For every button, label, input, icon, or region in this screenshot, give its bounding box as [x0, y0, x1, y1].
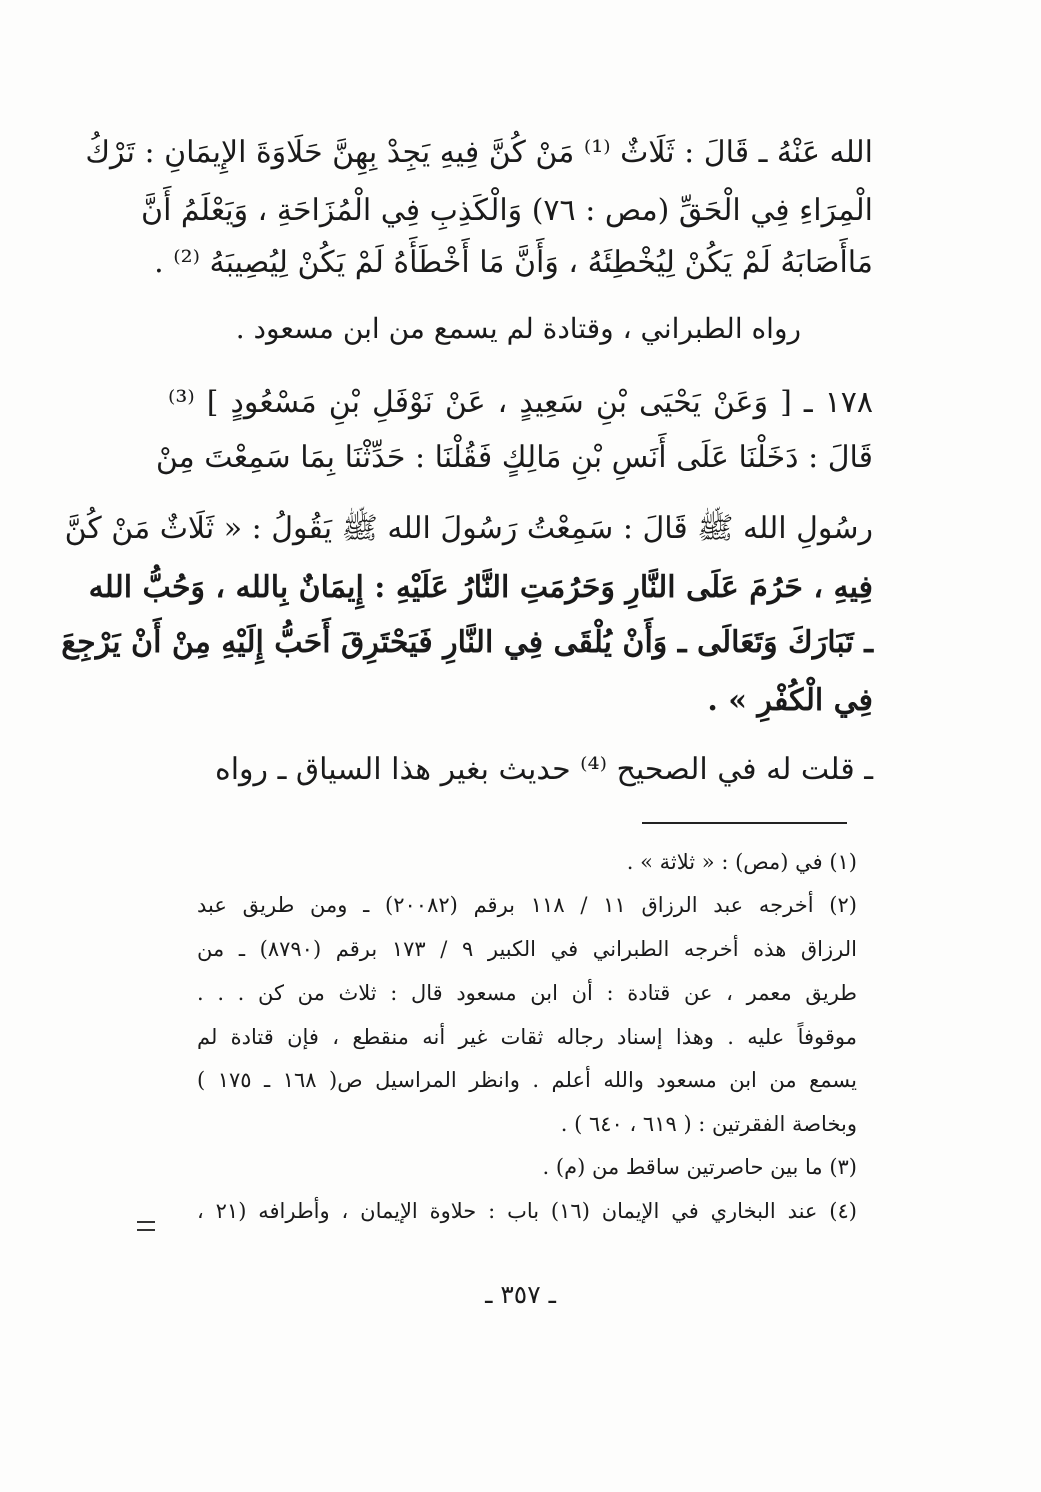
footnote-2-line-6: وبخاصة الفقرتين : ( ٦١٩ ، ٦٤٠ ) . — [560, 1112, 857, 1136]
footnote-2-line-3: طريق معمر ، عن قتادة : أن ابن مسعود قال : ثلاث من كن . . . — [197, 981, 857, 1005]
hadith-178-heading: ١٧٨ ـ [ وَعَنْ يَحْيَى بْنِ سَعِيدٍ ، عَنْ نَوْفَلِ بْنِ مَسْعُودٍ ] ⁽³⁾ — [168, 385, 873, 420]
footnote-2-line-1: (٢) أخرجه عبد الرزاق ١١ / ١١٨ برقم (٢٠٠٨٢) ـ ومن طريق عبد — [197, 893, 857, 917]
text-line-2: الْمِرَاءِ فِي الْحَقِّ (مص : ٧٦) وَالْكَذِبِ فِي الْمُزَاحَةِ ، وَيَعْلَمُ أَنَّ — [141, 193, 873, 228]
hadith-text-line-8: فِيهِ ، حَرُمَ عَلَى النَّارِ وَحَرُمَتِ النَّارُ عَلَيْهِ : إِيمَانٌ بِالله ، وَحُبُّ الله — [88, 570, 873, 605]
text-line-6: قَالَ : دَخَلْنَا عَلَى أَنَسِ بْنِ مَالِكٍ فَقُلْنَا : حَدِّثْنَا بِمَا سَمِعْتَ مِنْ — [155, 440, 873, 475]
footnote-2-line-4: موقوفاً عليه . وهذا إسناد رجاله ثقات غير أنه منقطع ، فإن قتادة لم — [197, 1025, 857, 1049]
continuation-mark — [137, 1221, 155, 1231]
text-line-1: الله عَنْهُ ـ قَالَ : ثَلَاثٌ ⁽¹⁾ مَنْ كُنَّ فِيهِ يَجِدْ بِهِنَّ حَلَاوَةَ الإِيمَانِ : تَرْكُ — [85, 135, 873, 170]
hadith-text-line-9: ـ تَبَارَكَ وَتَعَالَى ـ وَأَنْ يُلْقَى فِي النَّارِ فَيَحْتَرِقَ أَحَبُّ إِلَيْهِ مِنْ أَنْ يَرْجِعَ — [61, 625, 873, 660]
text-line-7: رسُولِ الله ﷺ قَالَ : سَمِعْتُ رَسُولَ الله ﷺ يَقُولُ : « ثَلَاثٌ مَنْ كُنَّ — [64, 511, 873, 546]
footnote-3: (٣) ما بين حاصرتين ساقط من (م) . — [542, 1155, 857, 1179]
footnote-1: (١) في (مص) : « ثلاثة » . — [626, 850, 857, 874]
hadith-text-line-10: فِي الْكُفْرِ » . — [707, 683, 873, 718]
footnote-2-line-2: الرزاق هذه أخرجه الطبراني في الكبير ٩ / ١٧٣ برقم (٨٧٩٠) ـ من — [197, 937, 857, 961]
footnote-4: (٤) عند البخاري في الإيمان (١٦) باب : حلاوة الإيمان ، وأطرافه (٢١ ، — [197, 1199, 857, 1223]
footnote-separator — [642, 822, 847, 824]
text-line-11: ـ قلت له في الصحيح ⁽⁴⁾ حديث بغير هذا السياق ـ رواه — [215, 752, 873, 787]
narration-note: رواه الطبراني ، وقتادة لم يسمع من ابن مسعود . — [235, 312, 801, 345]
page-number: ـ ٣٥٧ ـ — [485, 1280, 556, 1309]
text-line-3: مَاأَصَابَهُ لَمْ يَكُنْ لِيُخْطِئَهُ ، وَأَنَّ مَا أَخْطَأَهُ لَمْ يَكُنْ لِيُصِيبَهُ ⁽²⁾ . — [154, 245, 873, 280]
footnote-2-line-5: يسمع من ابن مسعود والله أعلم . وانظر المراسيل ص( ١٦٨ ـ ١٧٥ ) — [197, 1068, 858, 1092]
